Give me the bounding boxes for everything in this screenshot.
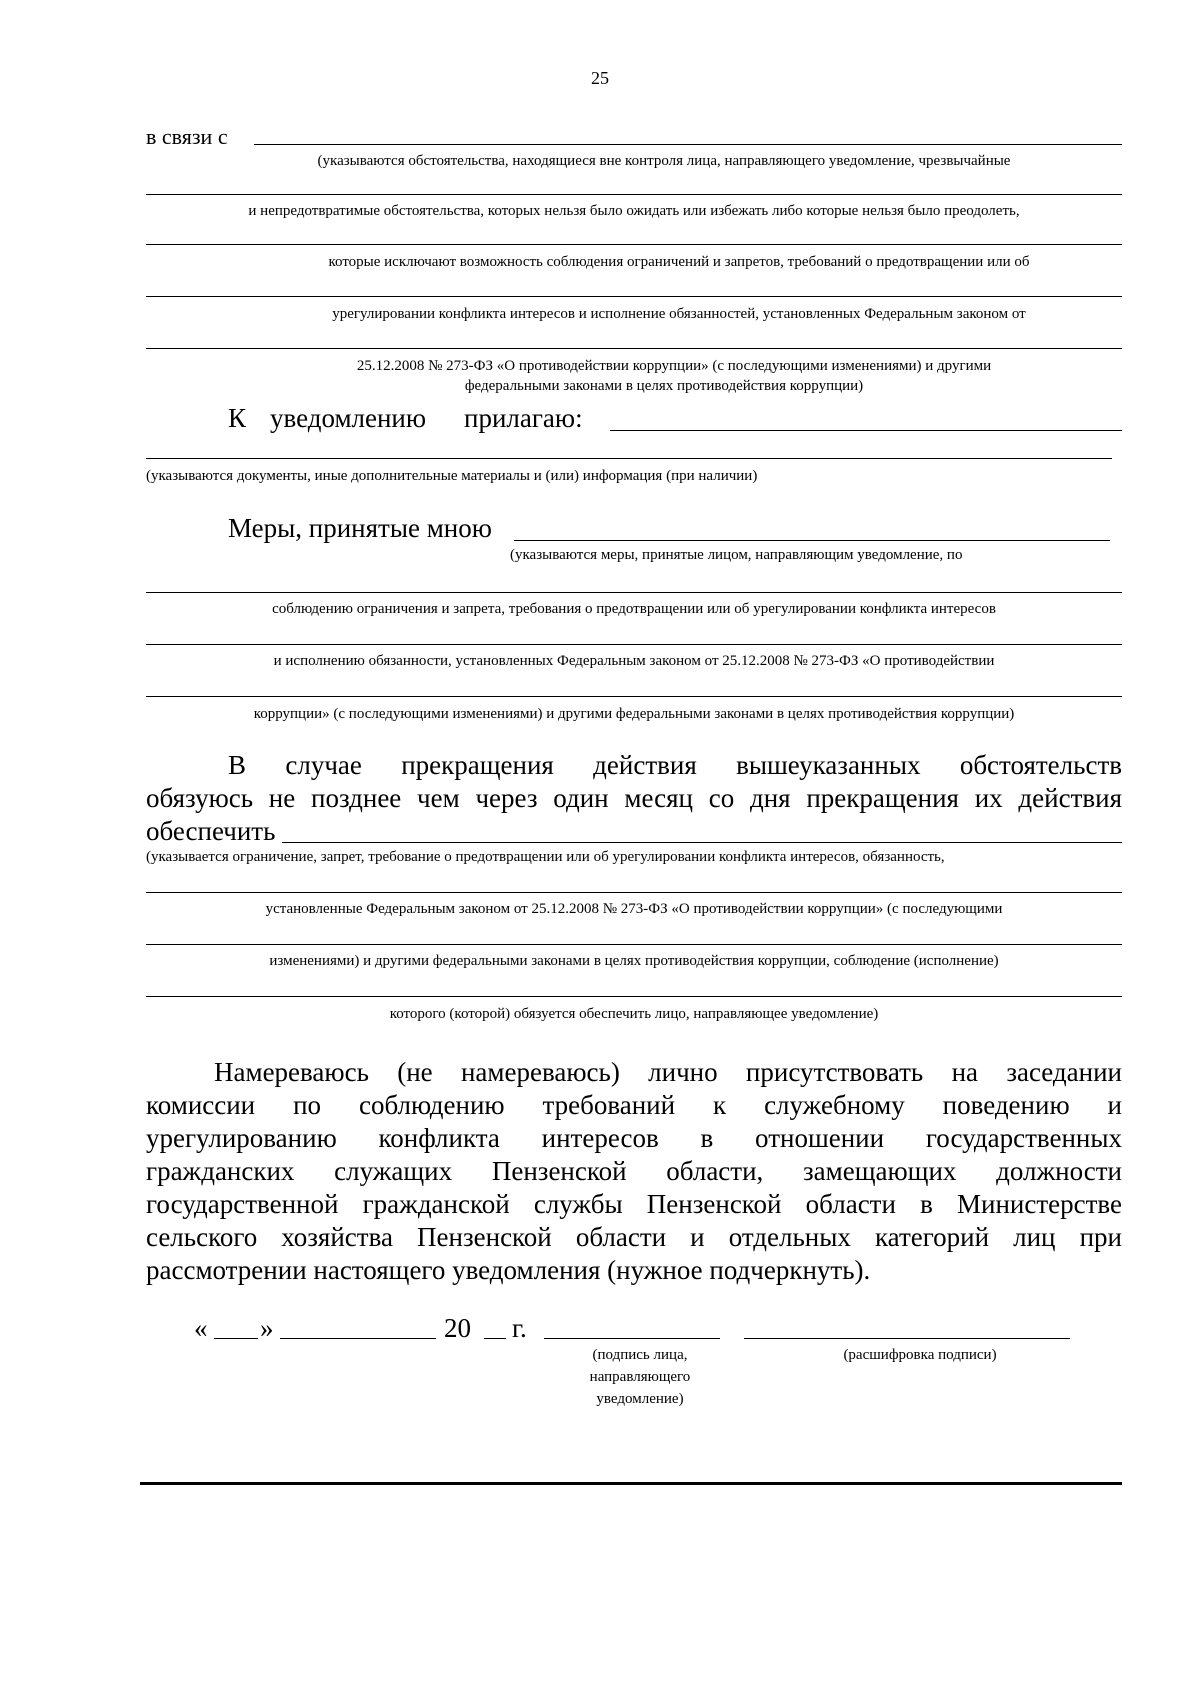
signature-decode-note: (расшифровка подписи): [843, 1347, 997, 1363]
section5-line: сельского хозяйства Пензенской области и отдельных категорий лиц при: [146, 1222, 1122, 1252]
note-line: (указывается ограничение, запрет, требование о предотвращении или об урегулировании конфликта интересов, обязанность,: [146, 849, 945, 865]
signature-field[interactable]: [544, 1338, 720, 1339]
section1-lead: в связи с: [146, 124, 228, 149]
note-line: урегулировании конфликта интересов и исполнение обязанностей, установленных Федеральным законом от: [332, 306, 1026, 322]
signature-note: направляющего: [589, 1369, 691, 1385]
date-year-suffix: г.: [512, 1313, 527, 1343]
fill-line[interactable]: [146, 244, 1122, 245]
page-number: 25: [591, 68, 609, 88]
fill-line[interactable]: [514, 540, 1110, 541]
signature-decode-field[interactable]: [744, 1338, 1070, 1339]
signature-note: уведомление): [596, 1391, 684, 1407]
note-line: федеральными законами в целях противодействия коррупции): [464, 378, 864, 394]
fill-line[interactable]: [146, 194, 1122, 195]
fill-line[interactable]: [146, 592, 1122, 593]
section2-word: К: [228, 403, 247, 433]
fill-line[interactable]: [146, 458, 1112, 459]
section5-line: Намереваюсь (не намереваюсь) лично присутствовать на заседании: [214, 1057, 1122, 1087]
note-line: соблюдению ограничения и запрета, требования о предотвращении или об урегулировании конфликта интересов: [272, 601, 996, 617]
signature-note: (подпись лица,: [592, 1347, 688, 1363]
note-line: изменениями) и другими федеральными законами в целях противодействия коррупции, соблюдение (исполнение): [269, 953, 999, 969]
bottom-divider: [140, 1482, 1122, 1485]
date-quote-close: »: [260, 1313, 274, 1343]
fill-line[interactable]: [254, 144, 1122, 145]
note-line: (указываются меры, принятые лицом, направляющим уведомление, по: [510, 547, 963, 563]
section4-line: обязуюсь не позднее чем через один месяц со дня прекращения их действия: [146, 783, 1122, 813]
note-line: и непредотвратимые обстоятельства, которых нельзя было ожидать или избежать либо которые нельзя было преодолеть,: [248, 203, 1020, 219]
note-line: установленные Федеральным законом от 25.12.2008 № 273-ФЗ «О противодействии коррупции» (с последующими: [265, 901, 1003, 917]
section4-line: обеспечить: [146, 816, 276, 846]
fill-line[interactable]: [610, 430, 1122, 431]
section2-word: уведомлению: [270, 403, 427, 433]
section5-line: рассмотрении настоящего уведомления (нужное подчеркнуть).: [146, 1255, 871, 1285]
date-quote-open: «: [194, 1313, 208, 1343]
fill-line[interactable]: [146, 996, 1122, 997]
section5-line: гражданских служащих Пензенской области, замещающих должности: [146, 1156, 1122, 1186]
date-year-field[interactable]: [484, 1338, 506, 1339]
date-year-prefix: 20: [444, 1313, 471, 1343]
section2-word: прилагаю:: [464, 403, 583, 433]
note-line: (указываются документы, иные дополнительные материалы и (или) информация (при наличии): [146, 468, 758, 484]
date-day-field[interactable]: [214, 1338, 258, 1339]
section5-line: комиссии по соблюдению требований к служебному поведению и: [146, 1090, 1122, 1120]
fill-line[interactable]: [146, 348, 1122, 349]
note-line: (указываются обстоятельства, находящиеся вне контроля лица, направляющего уведомление, чрезвычайные: [317, 153, 1011, 169]
date-month-field[interactable]: [280, 1338, 436, 1339]
section5-line: урегулированию конфликта интересов в отношении государственных: [146, 1123, 1122, 1153]
note-line: и исполнению обязанности, установленных Федеральным законом от 25.12.2008 № 273-ФЗ «О противодействии: [273, 653, 995, 669]
note-line: 25.12.2008 № 273-ФЗ «О противодействии коррупции» (с последующими изменениями) и другими: [356, 358, 992, 374]
fill-line[interactable]: [146, 644, 1122, 645]
fill-line[interactable]: [146, 296, 1122, 297]
note-line: коррупции» (с последующими изменениями) и другими федеральными законами в целях противодействия коррупции): [253, 706, 1015, 722]
fill-line[interactable]: [146, 944, 1122, 945]
section5-line: государственной гражданской службы Пензенской области в Министерстве: [146, 1189, 1122, 1219]
fill-line[interactable]: [282, 842, 1122, 843]
fill-line[interactable]: [146, 696, 1122, 697]
section4-line: В случае прекращения действия вышеуказанных обстоятельств: [228, 750, 1122, 780]
note-line: которого (которой) обязуется обеспечить лицо, направляющее уведомление): [389, 1006, 879, 1022]
section3-lead: Меры, принятые мною: [228, 513, 492, 543]
fill-line[interactable]: [146, 892, 1122, 893]
note-line: которые исключают возможность соблюдения ограничений и запретов, требований о предотвращении или об: [328, 254, 1030, 270]
